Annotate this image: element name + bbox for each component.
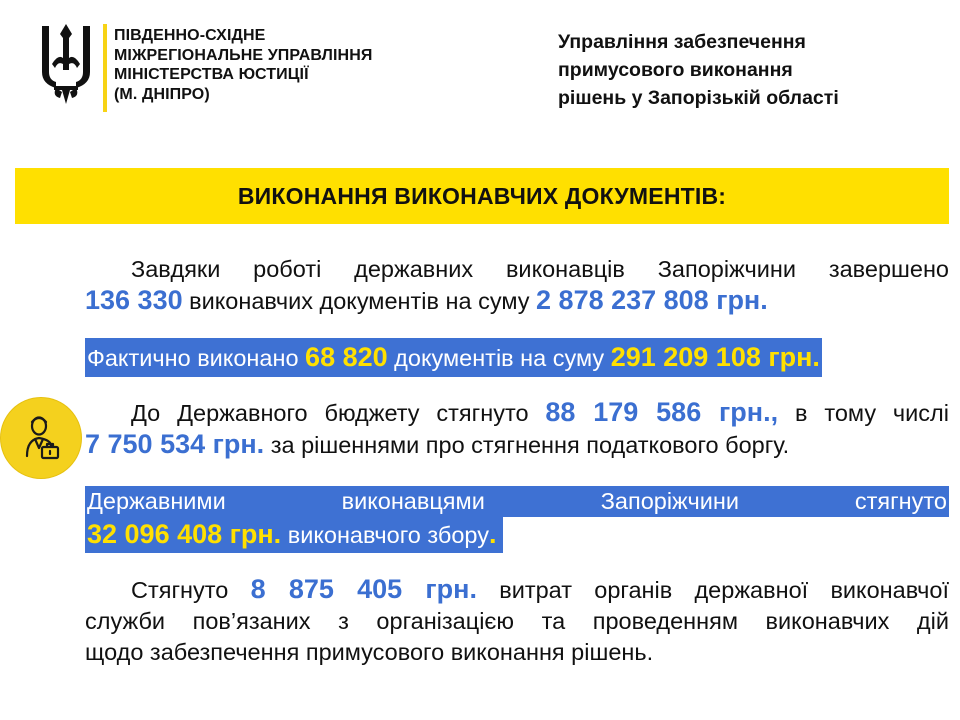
paragraph-expenses — [85, 574, 949, 668]
paragraph-text: виконавчих документів на суму — [182, 288, 537, 314]
documents-count: 136 330 — [85, 285, 183, 315]
paragraph-line: Завдяки роботі державних виконавців Запоріжчини завершено — [131, 256, 949, 282]
fee-sum: 32 096 408 грн. — [87, 519, 282, 549]
paragraph-text: за рішеннями про стягнення податкового боргу. — [264, 432, 790, 458]
paragraph-text: виконавчого збору — [281, 522, 489, 548]
trident-icon — [40, 24, 92, 106]
worker-with-briefcase-icon — [1, 398, 81, 478]
dept-line: примусового виконання — [558, 59, 793, 81]
dept-line: Управління забезпечення — [558, 31, 806, 53]
expenses-sum: 8 875 405 грн. — [250, 574, 477, 604]
budget-sum: 88 179 586 грн., — [545, 397, 779, 427]
organization-name — [114, 26, 372, 104]
paragraph-word: виконавцями — [341, 488, 485, 514]
paragraph-text: Стягнуто — [131, 577, 251, 603]
executed-sum: 291 209 108 грн. — [610, 342, 820, 372]
executed-count: 68 820 — [305, 342, 388, 372]
highlight-box — [85, 517, 503, 553]
paragraph-completed-documents — [85, 254, 949, 317]
paragraph-text: в тому числі — [778, 400, 949, 426]
paragraph-actually-executed — [85, 338, 822, 377]
paragraph-text: витрат органів державної виконавчої — [476, 577, 949, 603]
paragraph-text: документів на суму — [387, 345, 611, 371]
paragraph-text: До Державного бюджету стягнуто — [131, 400, 546, 426]
org-line: (М. ДНІПРО) — [114, 85, 210, 103]
org-line: ПІВДЕННО-СХІДНЕ — [114, 27, 266, 44]
paragraph-dot: . — [488, 519, 497, 549]
documents-sum: 2 878 237 808 грн. — [536, 285, 768, 315]
tax-debt-sum: 7 750 534 грн. — [85, 429, 265, 459]
paragraph-word: Запоріжчини — [600, 488, 739, 514]
paragraph-enforcement-fee — [85, 486, 949, 553]
paragraph-text: Фактично виконано — [87, 345, 306, 371]
paragraph-line — [85, 397, 949, 429]
org-line: МІНІСТЕРСТВА ЮСТИЦІЇ — [114, 66, 309, 83]
paragraph-word: Державними — [87, 488, 226, 514]
department-name — [558, 28, 839, 112]
paragraph-line — [85, 574, 949, 606]
paragraph-state-budget — [85, 397, 949, 461]
section-banner — [15, 168, 949, 224]
paragraph-word: стягнуто — [854, 488, 947, 514]
org-line: МІЖРЕГІОНАЛЬНЕ УПРАВЛІННЯ — [114, 46, 373, 64]
paragraph-line: служби пов’язаних з організацією та проведенням виконавчих дій — [85, 608, 949, 634]
logo-accent-bar — [103, 24, 107, 112]
highlight-box — [85, 338, 822, 377]
highlight-box — [85, 486, 949, 517]
worker-glyph — [1, 398, 81, 478]
section-title: ВИКОНАННЯ ВИКОНАВЧИХ ДОКУМЕНТІВ: — [237, 182, 727, 209]
dept-line: рішень у Запорізькій області — [558, 87, 839, 109]
paragraph-line: щодо забезпечення примусового виконання рішень. — [85, 639, 654, 665]
